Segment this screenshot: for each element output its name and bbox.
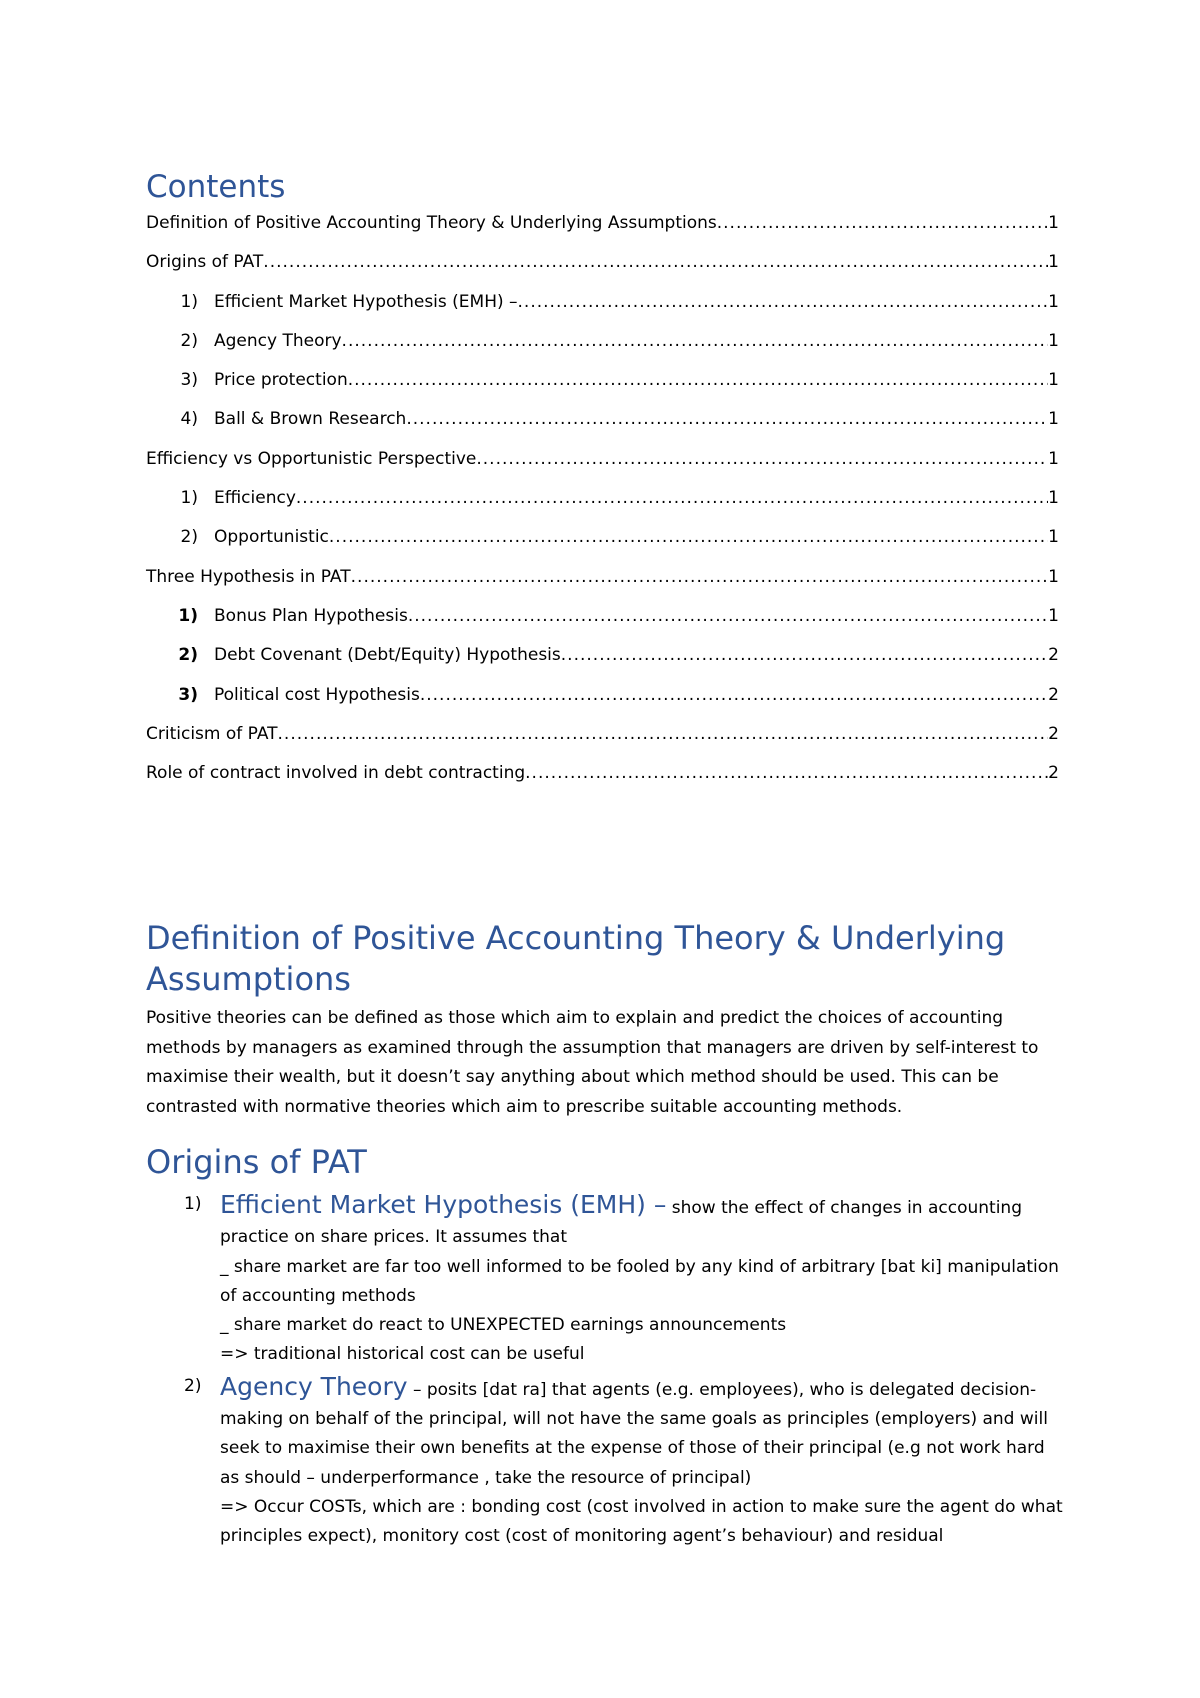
toc-entry-page-number: 1 (1048, 213, 1059, 233)
toc-entry-number: 4) (180, 409, 198, 430)
toc-entry-number: 1) (180, 488, 198, 509)
origins-heading: Origins of PAT (146, 1143, 367, 1181)
toc-entry-label: Efficiency (214, 488, 296, 509)
origin-item-line: => traditional historical cost can be useful (220, 1344, 585, 1365)
toc-entry-label: Origins of PAT (146, 252, 264, 273)
toc-entry-label: Bonus Plan Hypothesis (214, 605, 408, 626)
toc-entry-label: Ball & Brown Research (214, 409, 407, 430)
toc-entry-label: Criticism of PAT (146, 723, 278, 744)
toc-entry[interactable] (146, 408, 1059, 447)
origin-item-title: Agency Theory (220, 1371, 408, 1401)
origin-item-line: => Occur COSTs, which are : bonding cost (cost involved in action to make sure the agent do what principles expect), monitory cost (cost of monitoring agent’s behaviour) and residual (220, 1496, 1063, 1547)
origin-item-line: _ share market are far too well informed to be fooled by any kind of arbitrary [bat ki] manipulation of accounting methods (220, 1256, 1059, 1306)
toc-entry-page-number: 1 (1048, 527, 1059, 548)
toc-entry-label: Role of contract involved in debt contracting (146, 763, 526, 784)
toc-leader-dots (420, 684, 1048, 706)
toc-entry-page-number: 1 (1048, 291, 1059, 312)
toc-leader-dots (406, 408, 1048, 430)
toc-entry[interactable] (146, 487, 1059, 526)
origin-item-title: Efficient Market Hypothesis (EMH) – (220, 1190, 667, 1219)
toc-leader-dots (525, 762, 1048, 784)
toc-entry[interactable] (146, 291, 1059, 330)
origin-item-number: 2) (184, 1375, 202, 1396)
toc-entry-page-number: 2 (1048, 763, 1059, 784)
toc-entry-page-number: 1 (1048, 370, 1059, 391)
origin-item-line: _ share market do react to UNEXPECTED earnings announcements (220, 1315, 787, 1336)
toc-leader-dots (342, 330, 1049, 352)
toc-entry-page-number: 2 (1048, 684, 1059, 705)
toc-entry-page-number: 1 (1048, 605, 1059, 626)
toc-leader-dots (408, 605, 1048, 627)
toc-entry[interactable] (146, 330, 1059, 369)
origin-item-emh (146, 1190, 1066, 1370)
toc-entry-page-number: 1 (1048, 409, 1059, 430)
toc-entry-number: 3) (180, 370, 198, 391)
origin-item-lead: show the effect of changes in accounting practice on share prices. It assumes that (220, 1198, 1022, 1248)
toc-entry-label: Political cost Hypothesis (214, 684, 420, 705)
toc-leader-dots (263, 251, 1048, 273)
toc-entry-number: 1) (180, 291, 198, 312)
toc-leader-dots (296, 487, 1048, 509)
toc-entry-page-number: 1 (1048, 330, 1059, 351)
toc-entry[interactable] (146, 723, 1059, 762)
toc-leader-dots (518, 291, 1049, 313)
origin-item-lead: – posits [dat ra] that agents (e.g. employees), who is delegated decision-making on behalf of the principal, will not have the same goals as principles (employers) and will seek to maximise their own benefits at the expense of those of their principal (e.g not work hard as should – underperformance , take the resource of principal) (220, 1379, 1048, 1488)
toc-entry[interactable] (146, 644, 1059, 683)
toc-entry-number: 3) (178, 684, 198, 705)
toc-entry-label: Agency Theory (214, 330, 342, 351)
toc-entry-page-number: 1 (1048, 566, 1059, 587)
toc-leader-dots (351, 566, 1049, 588)
origin-item-agency (146, 1372, 1066, 1552)
toc-entry-number: 2) (178, 645, 198, 666)
origins-list (146, 1190, 1066, 1552)
toc-title: Contents (146, 169, 286, 205)
toc-leader-dots (278, 723, 1049, 745)
toc-entry-label: Opportunistic (214, 527, 329, 548)
origin-item-number: 1) (184, 1194, 202, 1214)
definition-heading: Definition of Positive Accounting Theory & Underlying Assumptions (146, 919, 1006, 998)
toc-entry[interactable] (146, 605, 1059, 644)
toc-entry-number: 2) (180, 330, 198, 351)
definition-paragraph: Positive theories can be defined as those which aim to explain and predict the choices of accounting methods by managers as examined through the assumption that managers are driven by self-interest to maximise their wealth, but it doesn’t say anything about which method should be used. This can be contrasted with normative theories which aim to prescribe suitable accounting methods. (146, 1008, 1039, 1117)
toc-entry-page-number: 1 (1048, 448, 1059, 469)
toc-entry[interactable] (146, 526, 1059, 565)
toc-entry[interactable] (146, 684, 1059, 723)
toc-entry[interactable] (146, 251, 1059, 290)
toc-leader-dots (329, 526, 1048, 548)
toc-leader-dots (348, 369, 1048, 391)
toc-entry-label: Definition of Positive Accounting Theory & Underlying Assumptions (146, 213, 717, 233)
toc-leader-dots (717, 212, 1048, 234)
toc-entry[interactable] (146, 369, 1059, 408)
toc-entry-label: Efficiency vs Opportunistic Perspective (146, 448, 477, 469)
toc-entry-page-number: 1 (1048, 252, 1059, 273)
toc-entry[interactable] (146, 566, 1059, 605)
toc-entry-page-number: 2 (1048, 645, 1059, 666)
toc-entry-number: 2) (180, 527, 198, 548)
toc-entry-label: Efficient Market Hypothesis (EMH) – (214, 291, 518, 312)
toc-entry[interactable] (146, 448, 1059, 487)
toc-entry[interactable] (146, 762, 1059, 801)
toc-leader-dots (561, 644, 1048, 666)
toc-leader-dots (476, 448, 1048, 470)
toc-entry-label: Three Hypothesis in PAT (146, 566, 351, 587)
toc-entry[interactable] (146, 212, 1059, 251)
toc-entry-label: Debt Covenant (Debt/Equity) Hypothesis (214, 645, 561, 666)
toc-entry-page-number: 2 (1048, 723, 1059, 744)
toc-entry-page-number: 1 (1048, 488, 1059, 509)
toc-entry-label: Price protection (214, 370, 348, 391)
toc-entry-number: 1) (178, 605, 198, 626)
table-of-contents (146, 212, 1059, 801)
